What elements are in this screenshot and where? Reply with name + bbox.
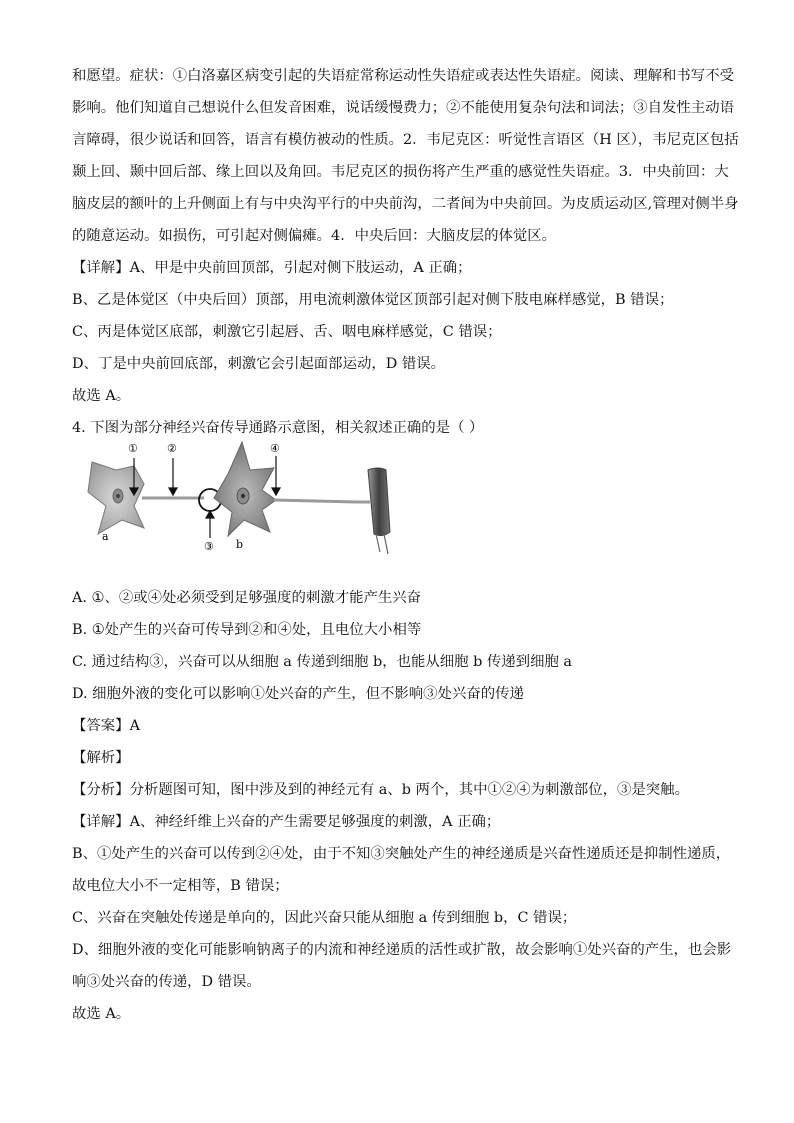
analysis-text: 【分析】分析题图可知，图中涉及到的神经元有 a、b 两个，其中①②④为刺激部位，③是突触。 xyxy=(72,782,689,798)
label-4: ④ xyxy=(270,442,280,455)
option-d: D. 细胞外液的变化可以影响①处兴奋的产生，但不影响③处兴奋的传递 xyxy=(72,686,524,702)
text-line: C、丙是体觉区底部，刺激它引起唇、舌、咽电麻样感觉，C 错误； xyxy=(72,324,502,340)
answer-choice-line: 故选 A。 xyxy=(72,388,131,404)
muscle-fiber xyxy=(368,468,390,536)
detail-heading-line: 【详解】A、甲是中央前回顶部，引起对侧下肢运动，A 正确； xyxy=(72,260,472,276)
label-2: ② xyxy=(167,442,177,455)
label-cell-b: b xyxy=(236,538,244,551)
analysis-label: 【解析】 xyxy=(72,750,130,766)
option-b: B. ①处产生的兴奋可传导到②和④处，且电位大小相等 xyxy=(72,622,422,638)
detail-text: 故电位大小不一定相等，B 错误； xyxy=(72,878,289,894)
option-a: A. ①、②或④处必须受到足够强度的刺激才能产生兴奋 xyxy=(72,590,422,606)
option-c: C. 通过结构③，兴奋可以从细胞 a 传递到细胞 b，也能从细胞 b 传递到细胞 a xyxy=(72,654,573,670)
text-line: 颞上回、颞中回后部、缘上回以及角回。韦尼克区的损伤将产生严重的感觉性失语症。3．中央前回：大 xyxy=(72,164,729,180)
text-line: D、丁是中央前回底部，刺激它会引起面部运动，D 错误。 xyxy=(72,356,446,372)
text-line: 和愿望。症状：①白洛嘉区病变引起的失语症常称运动性失语症或表达性失语症。阅读、理解和书写不受 xyxy=(72,68,734,84)
neuron-b-axon xyxy=(274,500,370,502)
detail-text: C、兴奋在突触处传递是单向的，因此兴奋只能从细胞 a 传到细胞 b，C 错误； xyxy=(72,910,577,926)
detail-text: 响③处兴奋的传递，D 错误。 xyxy=(72,974,261,990)
text-line: 的随意运动。如损伤，可引起对侧偏瘫。4．中央后回：大脑皮层的体觉区。 xyxy=(72,228,557,244)
label-cell-a: a xyxy=(102,530,109,543)
detail-text: D、细胞外液的变化可能影响钠离子的内流和神经递质的活性或扩散，故会影响①处兴奋的产生，也会影 xyxy=(72,942,732,958)
detail-text: 【详解】A、神经纤维上兴奋的产生需要足够强度的刺激，A 正确； xyxy=(72,814,501,830)
question-stem: 4. 下图为部分神经兴奋传导通路示意图，相关叙述正确的是（ ） xyxy=(72,420,484,436)
detail-text: B、①处产生的兴奋可以传到②④处，由于不知③突触处产生的神经递质是兴奋性递质还是抑制性递质， xyxy=(72,846,731,862)
text-line: 言障碍，很少说话和回答，语言有模仿被动的性质。2．韦尼克区：听觉性言语区（H 区），韦尼克区包括 xyxy=(72,132,739,148)
neuron-diagram xyxy=(86,440,406,558)
text-line: B、乙是体觉区（中央后回）顶部，用电流刺激体觉区顶部引起对侧下肢电麻样感觉，B 错误； xyxy=(72,292,674,308)
final-choice: 故选 A。 xyxy=(72,1006,131,1022)
label-1: ① xyxy=(128,442,138,455)
text-line: 影响。他们知道自己想说什么但发音困难，说话缓慢费力；②不能使用复杂句法和词法；③自发性主动语 xyxy=(72,100,734,116)
text-line: 脑皮层的额叶的上升侧面上有与中央沟平行的中央前沟，二者间为中央前回。为皮质运动区,管理对侧半身 xyxy=(72,196,739,212)
label-3: ③ xyxy=(204,540,214,553)
answer-label: 【答案】A xyxy=(72,718,140,734)
